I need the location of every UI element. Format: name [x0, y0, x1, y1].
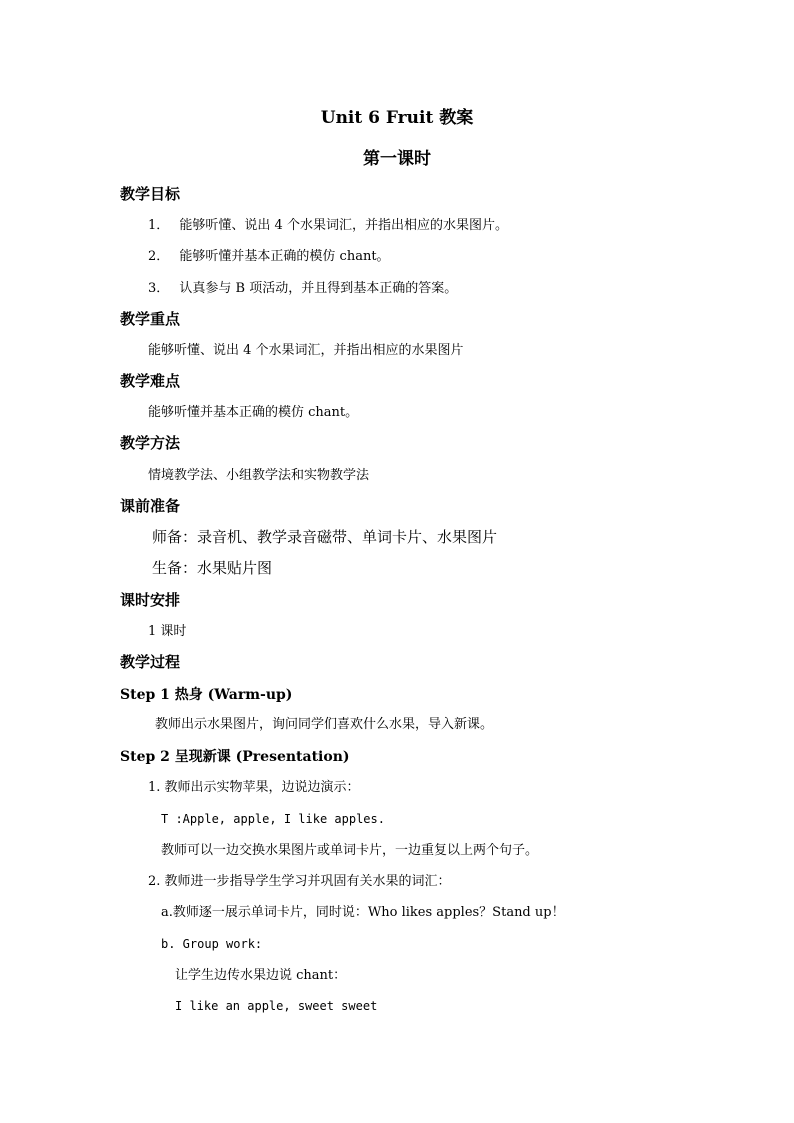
- step-1-text: 教师出示水果图片，询问同学们喜欢什么水果，导入新课。: [155, 717, 494, 732]
- section-heading-process: 教学过程: [120, 653, 181, 671]
- section-heading-methods: 教学方法: [120, 434, 181, 452]
- objective-number: 3．: [148, 281, 170, 296]
- step-2-item-1: 1. 教师出示实物苹果，边说边演示：: [148, 780, 360, 795]
- section-heading-preparation: 课前准备: [120, 497, 181, 515]
- objective-number: 2．: [148, 249, 170, 264]
- step-2-dialog: T :Apple, apple, I like apples.: [161, 812, 385, 826]
- objective-text: 能够听懂并基本正确的模仿 chant。: [179, 249, 390, 264]
- section-heading-objectives: 教学目标: [120, 185, 181, 203]
- difficulties-text: 能够听懂并基本正确的模仿 chant。: [148, 405, 359, 420]
- objective-item-1: [148, 219, 508, 232]
- key-points-text: 能够听懂、说出 4 个水果词汇，并指出相应的水果图片: [148, 343, 464, 358]
- step-2-sub-b-text: 让学生边传水果边说 chant：: [175, 968, 347, 983]
- section-heading-key-points: 教学重点: [120, 310, 181, 328]
- step-2-note: 教师可以一边交换水果图片或单词卡片，一边重复以上两个句子。: [161, 843, 539, 858]
- step-2-title: Step 2 呈现新课 (Presentation): [120, 749, 350, 765]
- objective-text: 能够听懂、说出 4 个水果词汇，并指出相应的水果图片。: [179, 218, 508, 233]
- step-2-sub-b: b. Group work:: [161, 937, 263, 951]
- section-heading-difficulties: 教学难点: [120, 372, 181, 390]
- step-1-title: Step 1 热身 (Warm-up): [120, 687, 293, 703]
- step-2-sub-a: a.教师逐一展示单词卡片，同时说：Who likes apples？Stand up！: [161, 905, 565, 920]
- schedule-text: 1 课时: [148, 624, 187, 639]
- methods-text: 情境教学法、小组教学法和实物教学法: [148, 468, 370, 483]
- objective-number: 1．: [148, 218, 170, 233]
- objective-item-3: [148, 282, 457, 295]
- document-subtitle: 第一课时: [363, 149, 431, 169]
- objective-item-2: [148, 250, 390, 263]
- section-heading-schedule: 课时安排: [120, 591, 181, 609]
- preparation-teacher: 师备：录音机、教学录音磁带、单词卡片、水果图片: [152, 528, 498, 546]
- step-2-chant-line: I like an apple, sweet sweet: [175, 999, 378, 1013]
- preparation-student: 生备：水果贴片图: [152, 559, 273, 577]
- objective-text: 认真参与 B 项活动，并且得到基本正确的答案。: [179, 281, 458, 296]
- step-2-item-2: 2. 教师进一步指导学生学习并巩固有关水果的词汇：: [148, 874, 451, 889]
- document-title: Unit 6 Fruit 教案: [320, 108, 474, 128]
